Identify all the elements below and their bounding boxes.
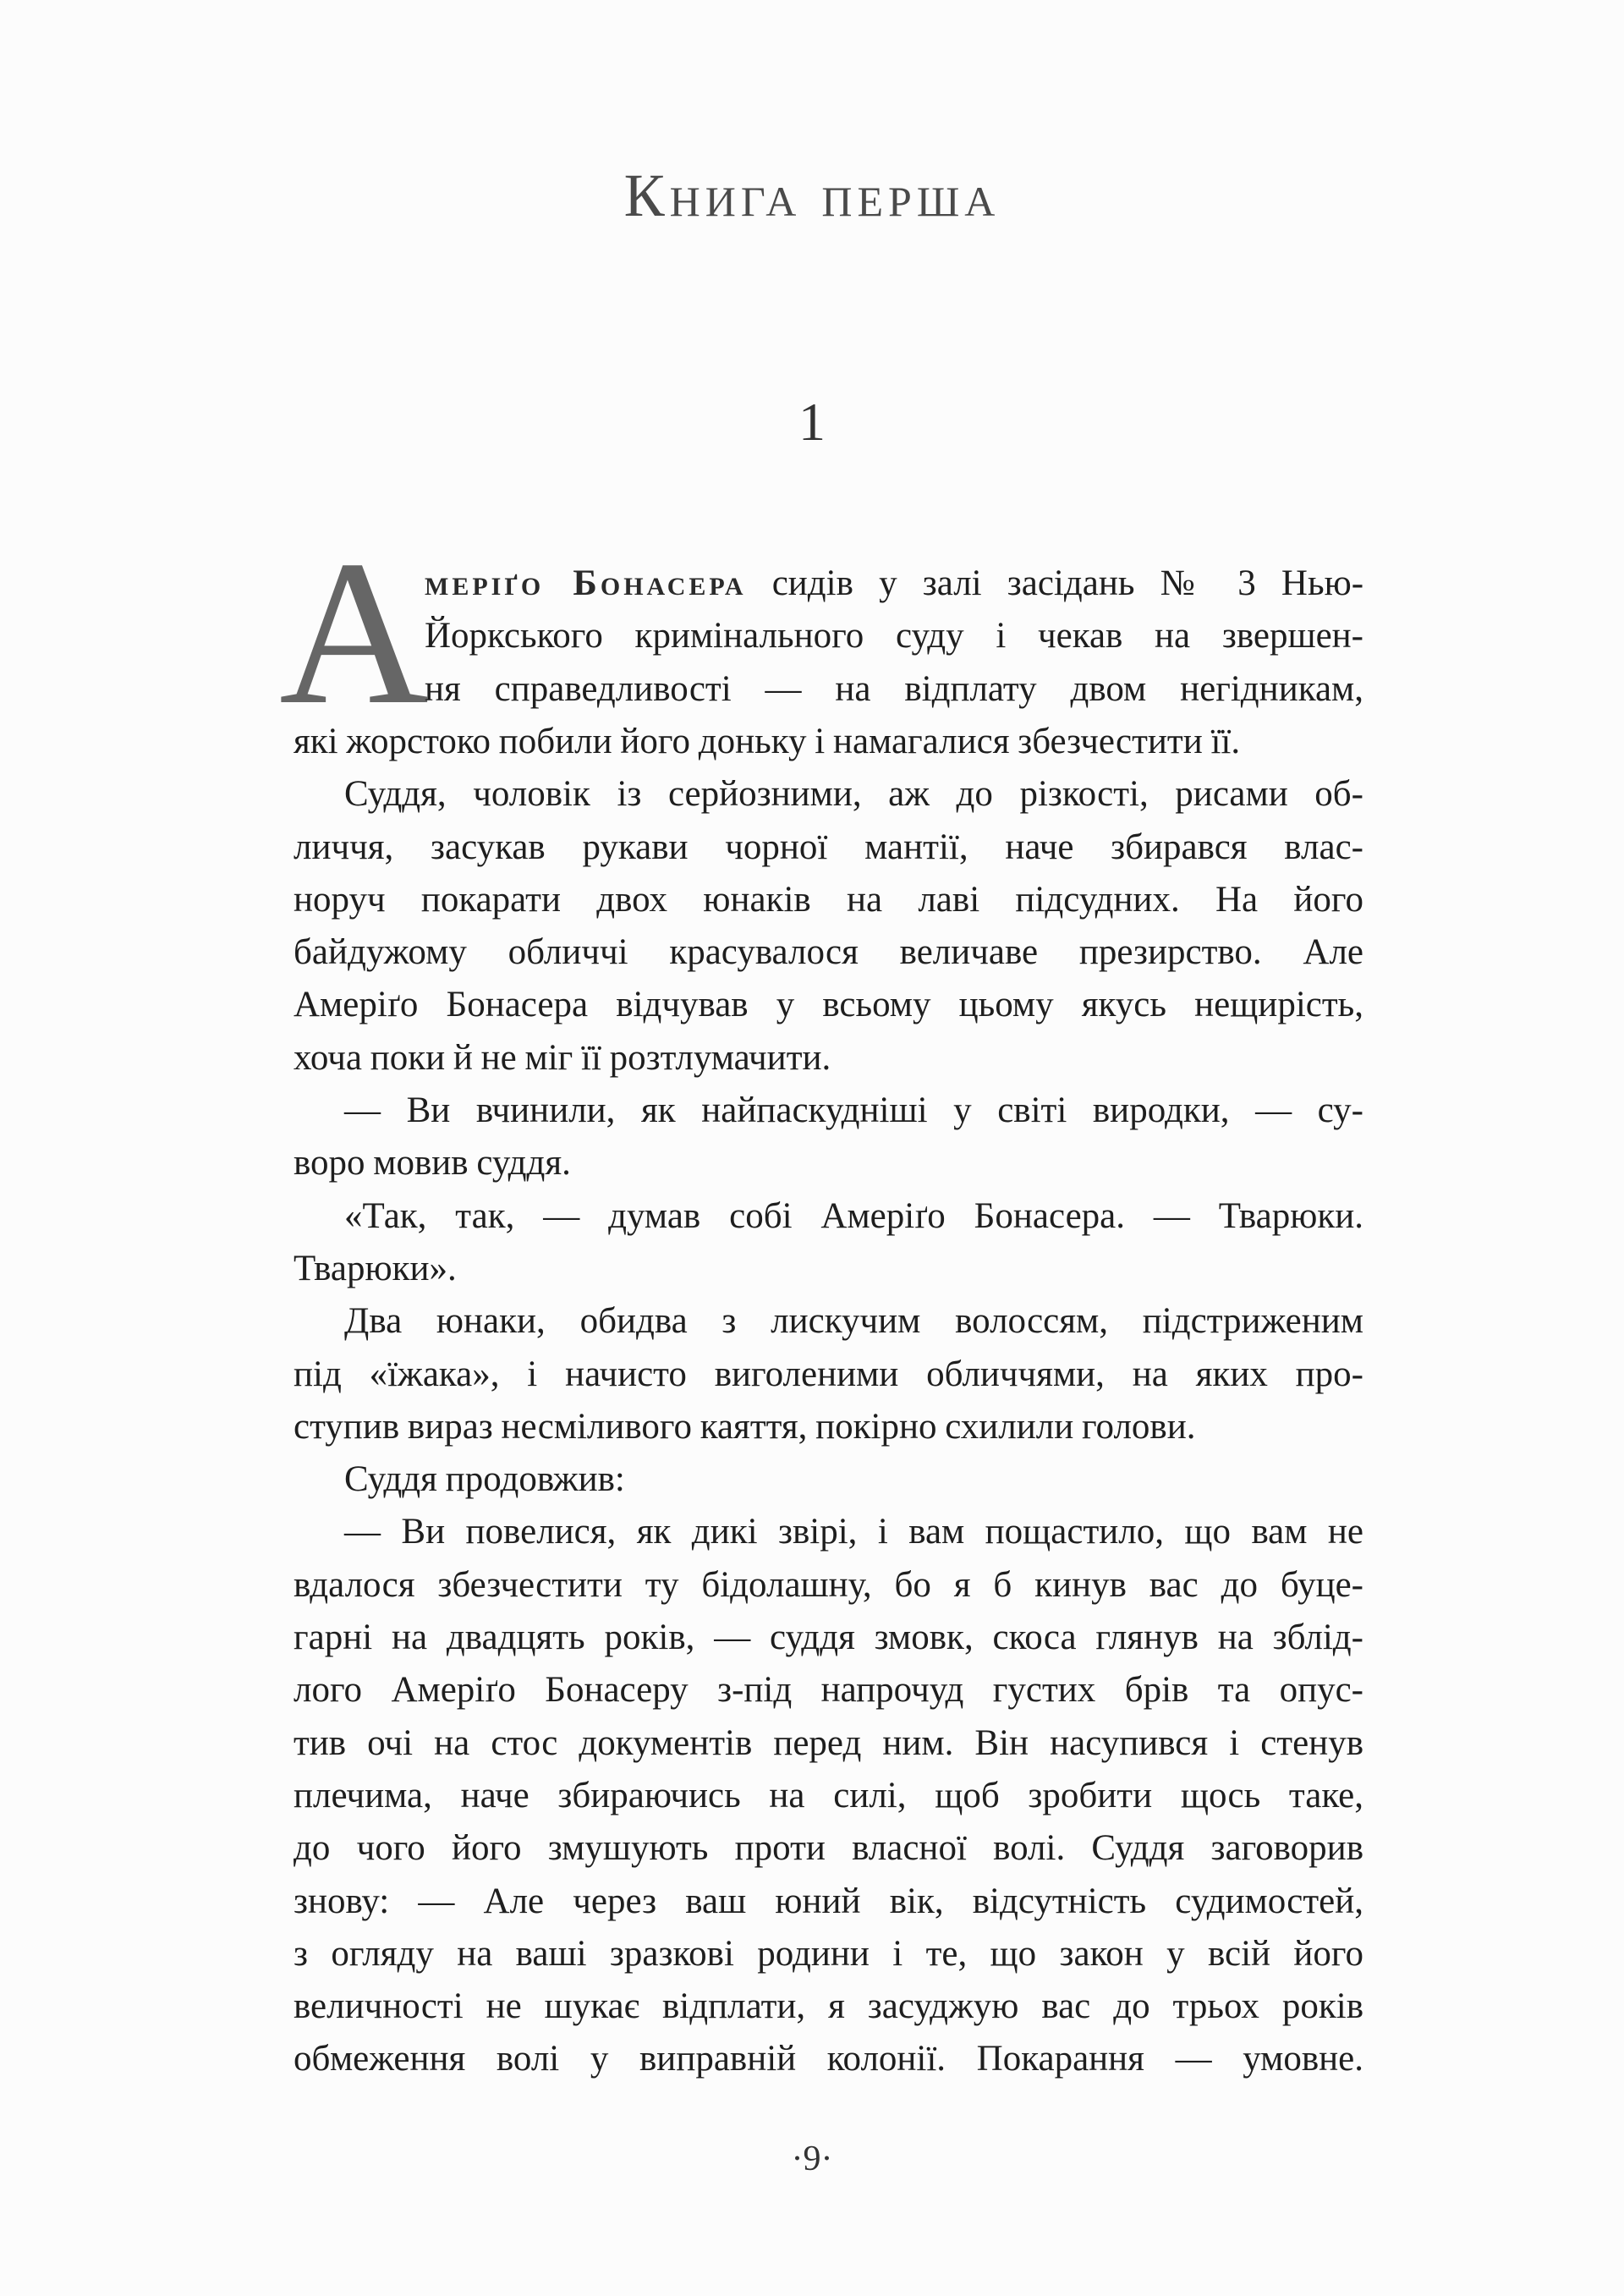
text-line-content: Йоркського кримінального суду і чекав на звершен-	[425, 616, 1363, 656]
text-line	[294, 715, 1363, 769]
text-line-content: Суддя, чоловік із серйозними, аж до різкості, рисами об-	[344, 774, 1363, 815]
text-line	[294, 821, 1363, 875]
text-line	[294, 1242, 1363, 1296]
text-line	[294, 1717, 1363, 1771]
text-line	[294, 767, 1363, 821]
text-line	[425, 557, 1363, 611]
text-line-content: ня справедливості — на відплату двом негідникам,	[425, 668, 1363, 709]
text-line	[425, 662, 1363, 717]
text-line-content: хоча поки й не міг її розтлумачити.	[294, 1037, 831, 1078]
text-line	[425, 609, 1363, 663]
chapter-number: 1	[798, 392, 826, 452]
text-line-content: до чого його змушують проти власної волі. Суддя заговорив	[294, 1828, 1363, 1869]
text-line	[294, 873, 1363, 927]
text-line	[294, 1505, 1363, 1559]
text-line-content: сидів у залі засідань № 3 Нью-	[771, 563, 1364, 603]
text-line-content: вдалося збезчестити ту бідолашну, бо я б кинув вас до буце-	[294, 1564, 1363, 1605]
text-line	[294, 1189, 1363, 1244]
text-line-content: воро мовив суддя.	[294, 1143, 571, 1184]
page-number: ·9·	[791, 2139, 833, 2178]
text-line-content: личчя, засукав рукави чорної мантії, наче збирався влас-	[294, 827, 1363, 867]
text-line	[294, 1084, 1363, 1138]
text-line	[294, 1294, 1363, 1348]
text-line	[294, 1769, 1363, 1823]
text-line	[294, 926, 1363, 980]
text-line	[294, 1348, 1363, 1402]
text-line	[294, 1400, 1363, 1454]
text-line	[294, 1031, 1363, 1085]
text-line-content: Суддя продовжив:	[344, 1459, 625, 1500]
text-line	[294, 1927, 1363, 1981]
text-line-content: які жорстоко побили його доньку і намагалися збезчестити її.	[294, 721, 1241, 761]
text-line-content: гарні на двадцять років, — суддя змовк, скоса глянув на зблід-	[294, 1618, 1363, 1657]
text-line	[294, 1453, 1363, 1507]
text-line-content: — Ви вчинили, як найпаскудніші у світі виродки, — су-	[344, 1090, 1363, 1130]
text-line-content: «Так, так, — думав собі Амеріґо Бонасера. — Тварюки.	[344, 1195, 1363, 1236]
text-line-content: байдужому обличчі красувалося величаве презирство. Але	[294, 932, 1363, 973]
text-line	[294, 1663, 1363, 1717]
text-line-content: норуч покарати двох юнаків на лаві підсудних. На його	[294, 879, 1363, 920]
book-title: Книга перша	[623, 162, 1001, 229]
text-line-content: величності не шукає відплати, я засуджую вас до трьох років	[294, 1986, 1363, 2027]
text-line-content: знову: — Але через ваш юний вік, відсутність судимостей,	[294, 1881, 1363, 1921]
text-line	[294, 978, 1363, 1032]
text-line	[294, 2032, 1363, 2086]
lead-in-small-caps: меріґо Бонасера	[425, 563, 747, 603]
drop-cap: А	[279, 518, 429, 747]
text-line-content: під «їжака», і начисто виголеними обличчями, на яких про-	[294, 1354, 1363, 1394]
text-line-content: Два юнаки, обидва з лискучим волоссям, підстриженим	[344, 1301, 1363, 1342]
text-line	[294, 1136, 1363, 1190]
text-line-content: плечима, наче збираючись на силі, щоб зробити щось таке,	[294, 1775, 1363, 1815]
text-line	[294, 1875, 1363, 1929]
text-line-content: лого Амеріґо Бонасеру з-під напрочуд густих брів та опус-	[294, 1670, 1363, 1711]
text-line	[294, 1821, 1363, 1876]
text-line	[294, 1611, 1363, 1665]
text-line	[294, 1980, 1363, 2034]
text-line-content: Амеріґо Бонасера відчував у всьому цьому якусь нещирість,	[294, 985, 1363, 1025]
text-line-content: обмеження волі у виправній колонії. Покарання — умовне.	[294, 2039, 1363, 2079]
text-line-content: — Ви повелися, як дикі звірі, і вам пощастило, що вам не	[344, 1512, 1363, 1552]
text-line	[294, 1558, 1363, 1612]
text-line-content: тив очі на стос документів перед ним. Він насупився і стенув	[294, 1722, 1363, 1763]
text-line-content: Тварюки».	[294, 1248, 457, 1288]
text-line-content: з огляду на ваші зразкові родини і те, що закон у всій його	[294, 1933, 1363, 1974]
text-line-content: ступив вираз несміливого каяття, покірно схилили голови.	[294, 1406, 1196, 1447]
